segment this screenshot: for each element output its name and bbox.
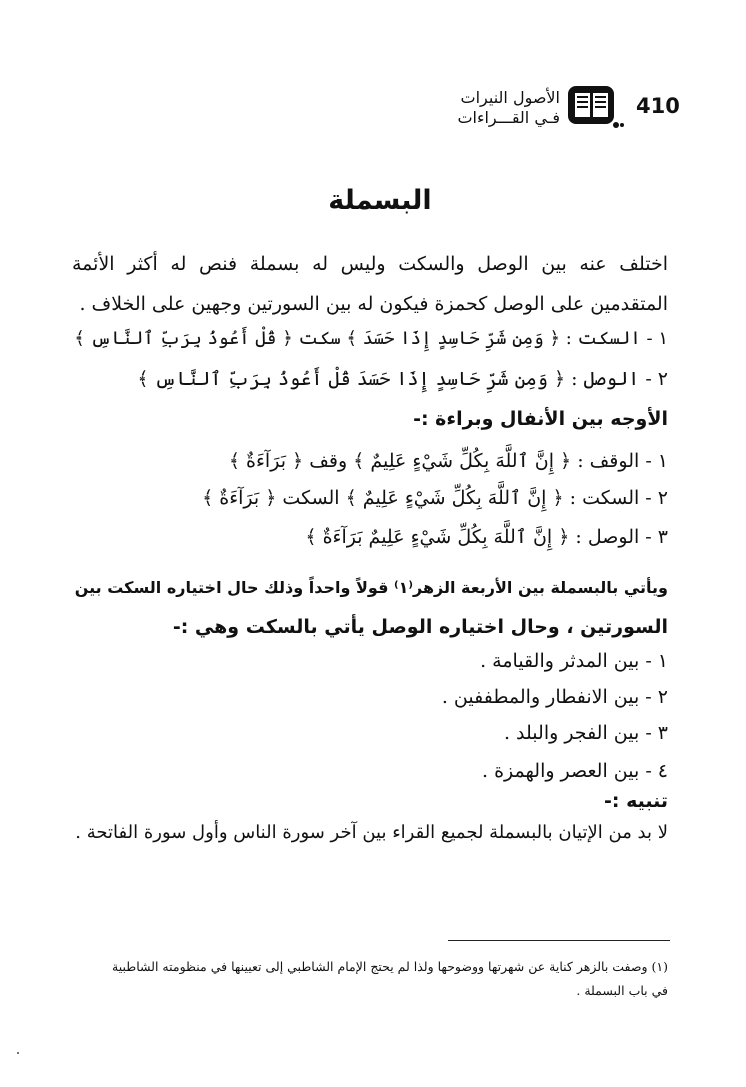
anfal-heading: الأوجه بين الأنفال وبراءة :-	[413, 408, 668, 430]
book-title-line1: الأصول النيرات	[460, 88, 560, 107]
anfal-line-waqf: ١ - الوقف : ﴿ إِنَّ ٱللَّهَ بِكُلِّ شَيْءٍ عَلِيمٌ ﴾ وقف ﴿ بَرَآءَةٌ ﴾	[228, 450, 668, 472]
footnote: (١) وصفت بالزهر كناية عن شهرتها ووضوحها ولذا لم يحتج الإمام الشاطبي إلى تعيينها في منظومته الشاطبية في باب البسملة .	[112, 959, 668, 998]
page-number: 410	[636, 94, 680, 118]
zahr-paragraph-line1: ويأتي بالبسملة بين الأربعة الزهر⁽١⁾ قولاً واحداً وذلك حال اختياره السكت بين	[74, 578, 668, 597]
zahr-item: ٣ - بين الفجر والبلد .	[503, 722, 668, 744]
book-title	[440, 88, 560, 128]
book-title-line2: فـي القـــراءات	[457, 108, 560, 127]
note-heading: تنبيه :-	[603, 790, 668, 812]
book-logo-icon	[566, 84, 624, 130]
saket-line: ١ - السكت : ﴿ وَمِن شَرِّ حَاسِدٍ إِذَا حَسَدَ ﴾ سكت ﴿ قُلْ أَعُوذُ بِرَبِّ ٱلنَّاسِ ﴾	[74, 328, 668, 349]
anfal-line-wasl: ٣ - الوصل : ﴿ إِنَّ ٱللَّهَ بِكُلِّ شَيْءٍ عَلِيمٌ بَرَآءَةٌ ﴾	[305, 526, 668, 548]
zahr-paragraph-line2: السورتين ، وحال اختياره الوصل يأتي بالسكت وهي :-	[172, 616, 668, 638]
anfal-line-saket: ٢ - السكت : ﴿ إِنَّ ٱللَّهَ بِكُلِّ شَيْءٍ عَلِيمٌ ﴾ السكت ﴿ بَرَآءَةٌ ﴾	[202, 487, 668, 509]
zahr-item: ١ - بين المدثر والقيامة .	[480, 650, 668, 672]
section-title: البسملة	[328, 185, 432, 216]
zahr-item: ٤ - بين العصر والهمزة .	[482, 760, 668, 782]
note-text: لا بد من الإتيان بالبسملة لجميع القراء بين آخر سورة الناس وأول سورة الفاتحة .	[75, 822, 668, 843]
zahr-item: ٢ - بين الانفطار والمطففين .	[441, 686, 668, 708]
intro-paragraph: اختلف عنه بين الوصل والسكت وليس له بسملة فنص له أكثر الأئمة المتقدمين على الوصل كحمزة فيكون له بين السورتين وجهين على الخلاف .	[72, 253, 668, 315]
wasl-line: ٢ - الوصل : ﴿ وَمِن شَرِّ حَاسِدٍ إِذَا حَسَدَ قُلْ أَعُوذُ بِرَبِّ ٱلنَّاسِ ﴾	[137, 368, 668, 390]
footnote-divider	[448, 940, 670, 941]
page-mark	[17, 1052, 19, 1054]
